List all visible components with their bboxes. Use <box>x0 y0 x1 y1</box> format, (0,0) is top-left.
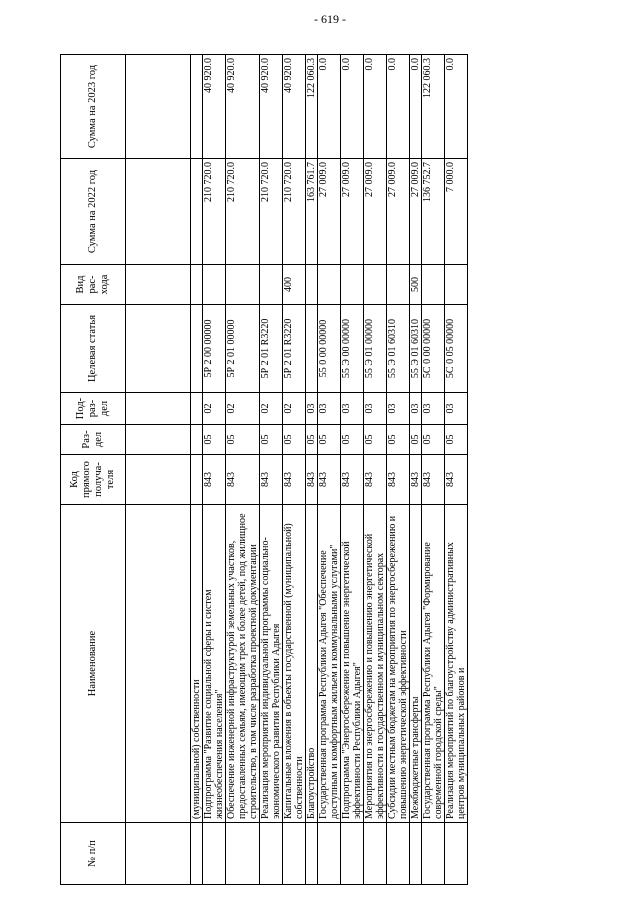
table-row <box>191 55 203 885</box>
cell-razdel: 05 <box>387 425 410 455</box>
table-row <box>306 55 318 885</box>
cell-num <box>306 823 318 885</box>
cell-podrazdel: 02 <box>203 393 226 425</box>
cell-csr: 5С 0 05 00000 <box>445 305 468 393</box>
cell-admin <box>191 455 203 505</box>
cell-razdel: 05 <box>318 425 341 455</box>
cell-sum-2023: 0.0 <box>445 55 468 159</box>
table-row <box>422 55 445 885</box>
cell-sum-2022: 136 752.7 <box>422 159 445 265</box>
cell-csr: 55 Э 01 60310 <box>387 305 410 393</box>
cell-sum-2023: 0.0 <box>318 55 341 159</box>
cell-sum-2022: 210 720.0 <box>226 159 260 265</box>
cell-num <box>445 823 468 885</box>
cell-num <box>364 823 387 885</box>
cell-name: Мероприятия по энергосбережению и повышению энергетической эффективности в государственном и муниципальном секторах <box>364 505 387 823</box>
cell-sum-2022: 210 720.0 <box>203 159 226 265</box>
table-row <box>445 55 468 885</box>
cell-num <box>341 823 364 885</box>
table-row <box>364 55 387 885</box>
cell-podrazdel: 03 <box>306 393 318 425</box>
table-row <box>318 55 341 885</box>
cell-podrazdel <box>191 393 203 425</box>
cell-csr: 55 Э 01 60310 <box>410 305 422 393</box>
cell-csr: 55 Э 01 00000 <box>364 305 387 393</box>
cell-admin: 843 <box>341 455 364 505</box>
cell-podrazdel: 03 <box>445 393 468 425</box>
cell-vr <box>191 265 203 305</box>
cell-razdel: 05 <box>445 425 468 455</box>
cell-name: Подпрограмма "Развитие социальной сферы и систем жизнеобеспечения населения" <box>203 505 226 823</box>
cell-vr <box>306 265 318 305</box>
cell-sum-2023: 0.0 <box>364 55 387 159</box>
table-spacer-row <box>126 55 191 885</box>
cell-razdel: 05 <box>364 425 387 455</box>
cell-sum-2022: 7 000.0 <box>445 159 468 265</box>
cell-vr: 400 <box>283 265 306 305</box>
cell-admin: 843 <box>226 455 260 505</box>
cell-admin: 843 <box>364 455 387 505</box>
cell-csr: 5С 0 00 00000 <box>422 305 445 393</box>
table-row <box>226 55 260 885</box>
table-row <box>341 55 364 885</box>
cell-vr <box>318 265 341 305</box>
header-name: Наименование <box>61 505 126 823</box>
cell-razdel: 05 <box>283 425 306 455</box>
cell-name: (муниципальной) собственности <box>191 505 203 823</box>
cell-csr <box>191 305 203 393</box>
cell-podrazdel: 03 <box>341 393 364 425</box>
cell-razdel <box>191 425 203 455</box>
cell-csr <box>306 305 318 393</box>
header-csr: Целевая статья <box>61 305 126 393</box>
table-row <box>410 55 422 885</box>
cell-vr <box>203 265 226 305</box>
cell-razdel: 05 <box>341 425 364 455</box>
table-body <box>191 55 468 885</box>
cell-name: Субсидии местным бюджетам на мероприятия по энергосбережению и повышению энергетической эффективности <box>387 505 410 823</box>
cell-num <box>387 823 410 885</box>
cell-podrazdel: 02 <box>226 393 260 425</box>
cell-csr: 5Р 2 00 00000 <box>203 305 226 393</box>
cell-num <box>191 823 203 885</box>
cell-vr <box>387 265 410 305</box>
cell-num <box>260 823 283 885</box>
cell-sum-2022: 27 009.0 <box>410 159 422 265</box>
cell-name: Государственная программа Республики Адыгея "Обеспечение доступным и комфортным жильем и коммунальными услугами" <box>318 505 341 823</box>
cell-podrazdel: 03 <box>387 393 410 425</box>
cell-num <box>203 823 226 885</box>
cell-num <box>283 823 306 885</box>
cell-sum-2023: 0.0 <box>341 55 364 159</box>
cell-razdel: 05 <box>203 425 226 455</box>
header-vr: Вид рас-хода <box>61 265 126 305</box>
page-number: - 619 - <box>314 12 346 26</box>
header-sum-2022: Сумма на 2022 год <box>61 159 126 265</box>
cell-num <box>226 823 260 885</box>
cell-csr: 55 0 00 00000 <box>318 305 341 393</box>
table-row <box>203 55 226 885</box>
cell-podrazdel: 03 <box>318 393 341 425</box>
cell-num <box>410 823 422 885</box>
cell-podrazdel: 02 <box>283 393 306 425</box>
budget-table <box>60 54 468 885</box>
cell-sum-2022: 27 009.0 <box>364 159 387 265</box>
cell-admin: 843 <box>203 455 226 505</box>
cell-admin: 843 <box>445 455 468 505</box>
cell-sum-2023: 40 920.0 <box>260 55 283 159</box>
cell-num <box>318 823 341 885</box>
cell-podrazdel: 03 <box>410 393 422 425</box>
header-podrazdel: Под-раз-дел <box>61 393 126 425</box>
cell-admin: 843 <box>422 455 445 505</box>
cell-vr <box>226 265 260 305</box>
cell-name: Государственная программа Республики Адыгея "Формирование современной городской среды" <box>422 505 445 823</box>
cell-sum-2022 <box>191 159 203 265</box>
cell-podrazdel: 02 <box>260 393 283 425</box>
cell-admin: 843 <box>283 455 306 505</box>
cell-sum-2023: 0.0 <box>410 55 422 159</box>
table-row <box>260 55 283 885</box>
cell-num <box>422 823 445 885</box>
cell-name: Межбюджетные трансферты <box>410 505 422 823</box>
cell-vr <box>260 265 283 305</box>
cell-vr <box>364 265 387 305</box>
cell-name: Обеспечение инженерной инфраструктурой земельных участков, предоставленных семьям, имеющим трех и более детей, под жилищное строительство, в том числе разработка проектной документации <box>226 505 260 823</box>
header-admin: Код прямого получа-теля <box>61 455 126 505</box>
rotated-table-container <box>60 55 560 885</box>
cell-sum-2022: 27 009.0 <box>387 159 410 265</box>
cell-admin: 843 <box>260 455 283 505</box>
cell-sum-2023: 0.0 <box>387 55 410 159</box>
cell-sum-2022: 27 009.0 <box>341 159 364 265</box>
cell-admin: 843 <box>306 455 318 505</box>
cell-sum-2022: 210 720.0 <box>283 159 306 265</box>
cell-name: Реализация мероприятий по благоустройству административных центров муниципальных районов и <box>445 505 468 823</box>
cell-sum-2023: 40 920.0 <box>226 55 260 159</box>
table-header-row <box>61 55 126 885</box>
cell-sum-2023: 122 060.3 <box>306 55 318 159</box>
header-razdel: Раз-дел <box>61 425 126 455</box>
cell-vr <box>422 265 445 305</box>
cell-razdel: 05 <box>226 425 260 455</box>
cell-admin: 843 <box>318 455 341 505</box>
cell-vr <box>341 265 364 305</box>
cell-admin: 843 <box>387 455 410 505</box>
header-num: № п/п <box>61 823 126 885</box>
cell-sum-2023: 40 920.0 <box>203 55 226 159</box>
cell-sum-2023: 40 920.0 <box>283 55 306 159</box>
cell-name: Реализация мероприятий индивидуальной программы социально-экономического развития Республики Адыгея <box>260 505 283 823</box>
cell-razdel: 05 <box>260 425 283 455</box>
cell-name: Подпрограмма "Энергосбережение и повышение энергетической эффективности Республики Адыгея" <box>341 505 364 823</box>
table-row <box>387 55 410 885</box>
cell-csr: 55 Э 00 00000 <box>341 305 364 393</box>
cell-sum-2023: 122 060.3 <box>422 55 445 159</box>
cell-csr: 5Р 2 01 R3220 <box>283 305 306 393</box>
cell-sum-2022: 27 009.0 <box>318 159 341 265</box>
cell-razdel: 05 <box>422 425 445 455</box>
cell-name: Капитальные вложения в объекты государственной (муниципальной) собственности <box>283 505 306 823</box>
table-row <box>283 55 306 885</box>
cell-vr <box>445 265 468 305</box>
cell-admin: 843 <box>410 455 422 505</box>
cell-podrazdel: 03 <box>422 393 445 425</box>
cell-razdel: 05 <box>410 425 422 455</box>
header-sum-2023: Сумма на 2023 год <box>61 55 126 159</box>
cell-vr: 500 <box>410 265 422 305</box>
cell-csr: 5Р 2 01 00000 <box>226 305 260 393</box>
cell-razdel: 05 <box>306 425 318 455</box>
cell-podrazdel: 03 <box>364 393 387 425</box>
cell-sum-2022: 163 761.7 <box>306 159 318 265</box>
cell-sum-2022: 210 720.0 <box>260 159 283 265</box>
cell-sum-2023 <box>191 55 203 159</box>
cell-name: Благоустройство <box>306 505 318 823</box>
cell-csr: 5Р 2 01 R3220 <box>260 305 283 393</box>
